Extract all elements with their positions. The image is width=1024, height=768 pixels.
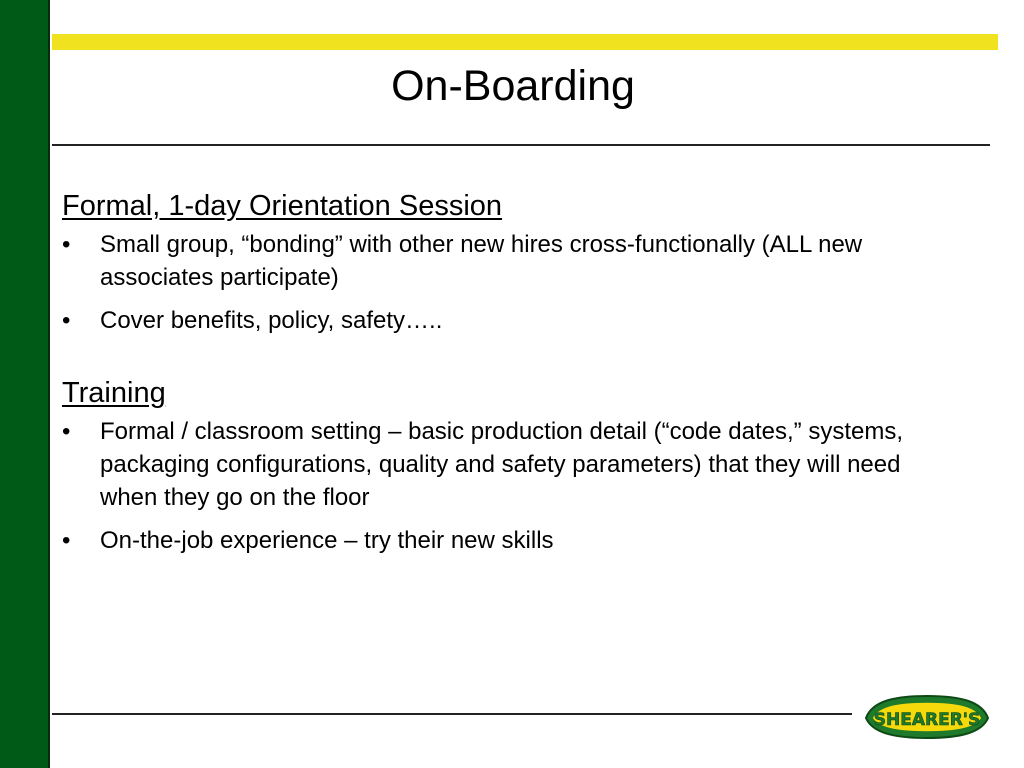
left-accent-bar [0, 0, 50, 768]
top-accent-stripe [52, 34, 998, 50]
section-heading: Formal, 1-day Orientation Session [62, 190, 503, 222]
bullet-item [62, 415, 962, 514]
bullet-item [62, 524, 962, 557]
bullet-icon: • [62, 527, 71, 554]
bullet-text: Formal / classroom setting – basic production detail (“code dates,” systems, packaging configurations, quality and safety parameters) that they will need when they go on the floor [100, 418, 903, 511]
bullet-text: Cover benefits, policy, safety….. [100, 307, 443, 334]
section-training [62, 373, 962, 557]
bullet-text: Small group, “bonding” with other new hires cross-functionally (ALL new associates participate) [100, 231, 863, 291]
section-orientation [62, 186, 962, 337]
section-heading: Training [62, 377, 166, 409]
slide-title: On-Boarding [391, 62, 635, 110]
bullet-icon: • [62, 231, 71, 258]
footer-divider [52, 713, 852, 715]
slide-body [62, 186, 962, 567]
bullet-icon: • [62, 307, 71, 334]
bullet-item [62, 304, 962, 337]
title-divider [52, 144, 990, 146]
bullet-list [62, 228, 962, 337]
shearers-logo-icon [862, 688, 992, 744]
bullet-item [62, 228, 962, 294]
logo-wordmark: SHEARER'S [873, 710, 981, 730]
bullet-list [62, 415, 962, 557]
bullet-icon: • [62, 418, 71, 445]
bullet-text: On-the-job experience – try their new skills [100, 527, 554, 554]
